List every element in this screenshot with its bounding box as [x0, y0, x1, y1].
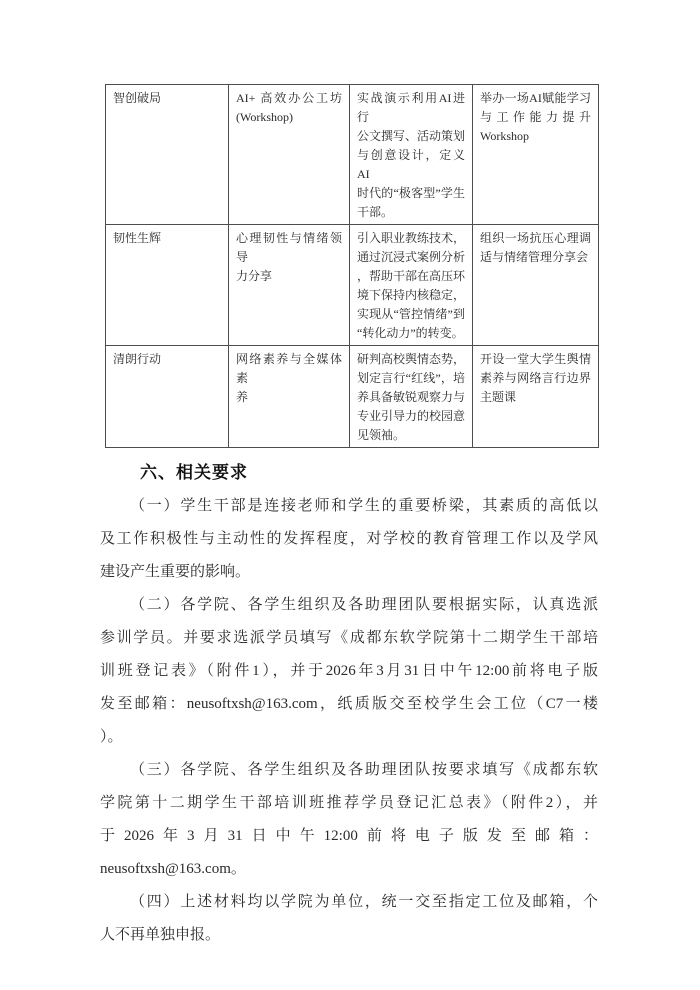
paragraph	[100, 589, 598, 754]
paragraph-line: 参训学员。并要求选派学员填写《成都东软学院第十二期学生干部培	[100, 630, 598, 646]
cell-line: 实战演示利用AI进行	[357, 91, 465, 124]
cell-line: ，帮助干部在高压环	[357, 269, 466, 283]
table-row	[106, 85, 599, 225]
paragraph-line: （三）各学院、各学生组织及各助理团队按要求填写《成都东软	[130, 762, 598, 778]
paragraph-line: 训班登记表》（附件1），并于2026年3月31日中午12:00前将电子版	[100, 663, 598, 679]
paragraph-line: （二）各学院、各学生组织及各助理团队要根据实际，认真选派	[130, 597, 598, 613]
paragraph	[100, 754, 598, 886]
paragraph-line: 人不再单独申报。	[100, 927, 221, 943]
cell-line: 通过沉浸式案例分析	[357, 250, 466, 264]
cell-line: 时代的“极客型”学生	[357, 186, 465, 200]
paragraph-line: 学院第十二期学生干部培训班推荐学员登记汇总表》（附件2），并	[100, 795, 598, 811]
cell-line: 养具备敏锐观察力与	[357, 390, 466, 404]
paragraph	[100, 490, 598, 589]
cell-line: 干部。	[357, 205, 394, 219]
section-heading: 六、相关要求	[140, 463, 248, 482]
paragraph-line: （四）上述材料均以学院为单位，统一交至指定工位及邮箱，个	[130, 894, 598, 910]
paragraph-line: （一）学生干部是连接老师和学生的重要桥梁，其素质的高低以	[130, 498, 598, 514]
paragraph-line: 建设产生重要的影响。	[100, 564, 251, 580]
table-cell	[229, 225, 350, 346]
cell-line: 力分享	[236, 269, 273, 283]
cell-line: 心理韧性与情绪领导	[236, 231, 342, 264]
table-body	[106, 85, 599, 448]
table-cell	[229, 346, 350, 448]
cell-line: AI+ 高效办公工坊	[236, 91, 342, 105]
table-cell	[106, 346, 229, 448]
paragraph-line: 及工作积极性与主动性的发挥程度，对学校的教育管理工作以及学风	[100, 531, 598, 547]
cell-line: Workshop	[480, 129, 530, 143]
cell-line: 开设一堂大学生舆情	[480, 352, 591, 366]
cell-line: 智创破局	[113, 91, 162, 105]
training-schedule-table	[105, 84, 599, 448]
cell-line: 清朗行动	[113, 352, 162, 366]
cell-line: 公文撰写、活动策划	[357, 129, 466, 143]
cell-line: 划定言行“红线”，培	[357, 371, 465, 385]
cell-line: 素养与网络言行边界	[480, 371, 591, 385]
table-cell	[473, 225, 599, 346]
table-cell	[473, 85, 599, 225]
cell-line: 与工作能力提升	[480, 110, 591, 124]
cell-line: 韧性生辉	[113, 231, 162, 245]
cell-line: 养	[236, 390, 249, 404]
cell-line: 研判高校舆情态势，	[357, 352, 466, 366]
requirements-paragraphs	[100, 490, 598, 952]
cell-line: 组织一场抗压心理调	[480, 231, 591, 245]
table-row	[106, 225, 599, 346]
document-content	[100, 84, 598, 952]
table-cell	[229, 85, 350, 225]
paragraph	[100, 886, 598, 952]
table-cell	[350, 346, 473, 448]
paragraph-line: 于2026年3月31日中午12:00前将电子版发至邮箱：	[100, 828, 598, 844]
cell-line: 网络素养与全媒体素	[236, 352, 342, 385]
paragraph-line: ）。	[100, 729, 123, 745]
cell-line: 实现从“管控情绪”到	[357, 307, 465, 321]
cell-line: 境下保持内核稳定，	[357, 288, 466, 302]
cell-line: 适与情绪管理分享会	[480, 250, 589, 264]
table-cell	[350, 225, 473, 346]
cell-line: 主题课	[480, 390, 517, 404]
paragraph-line: neusoftxsh@163.com。	[100, 861, 246, 877]
table-row	[106, 346, 599, 448]
table-cell	[473, 346, 599, 448]
cell-line: 与创意设计，定义AI	[357, 148, 465, 181]
cell-line: 见领袖。	[357, 428, 406, 442]
table-cell	[106, 225, 229, 346]
cell-line: 举办一场AI赋能学习	[480, 91, 591, 105]
cell-line: 引入职业教练技术，	[357, 231, 466, 245]
paragraph-line: 发至邮箱：neusoftxsh@163.com，纸质版交至校学生会工位（C7一楼	[100, 696, 598, 712]
cell-line: “转化动力”的转变。	[357, 326, 464, 340]
table-cell	[350, 85, 473, 225]
cell-line: 专业引导力的校园意	[357, 409, 466, 423]
cell-line: (Workshop)	[236, 110, 294, 124]
table-cell	[106, 85, 229, 225]
